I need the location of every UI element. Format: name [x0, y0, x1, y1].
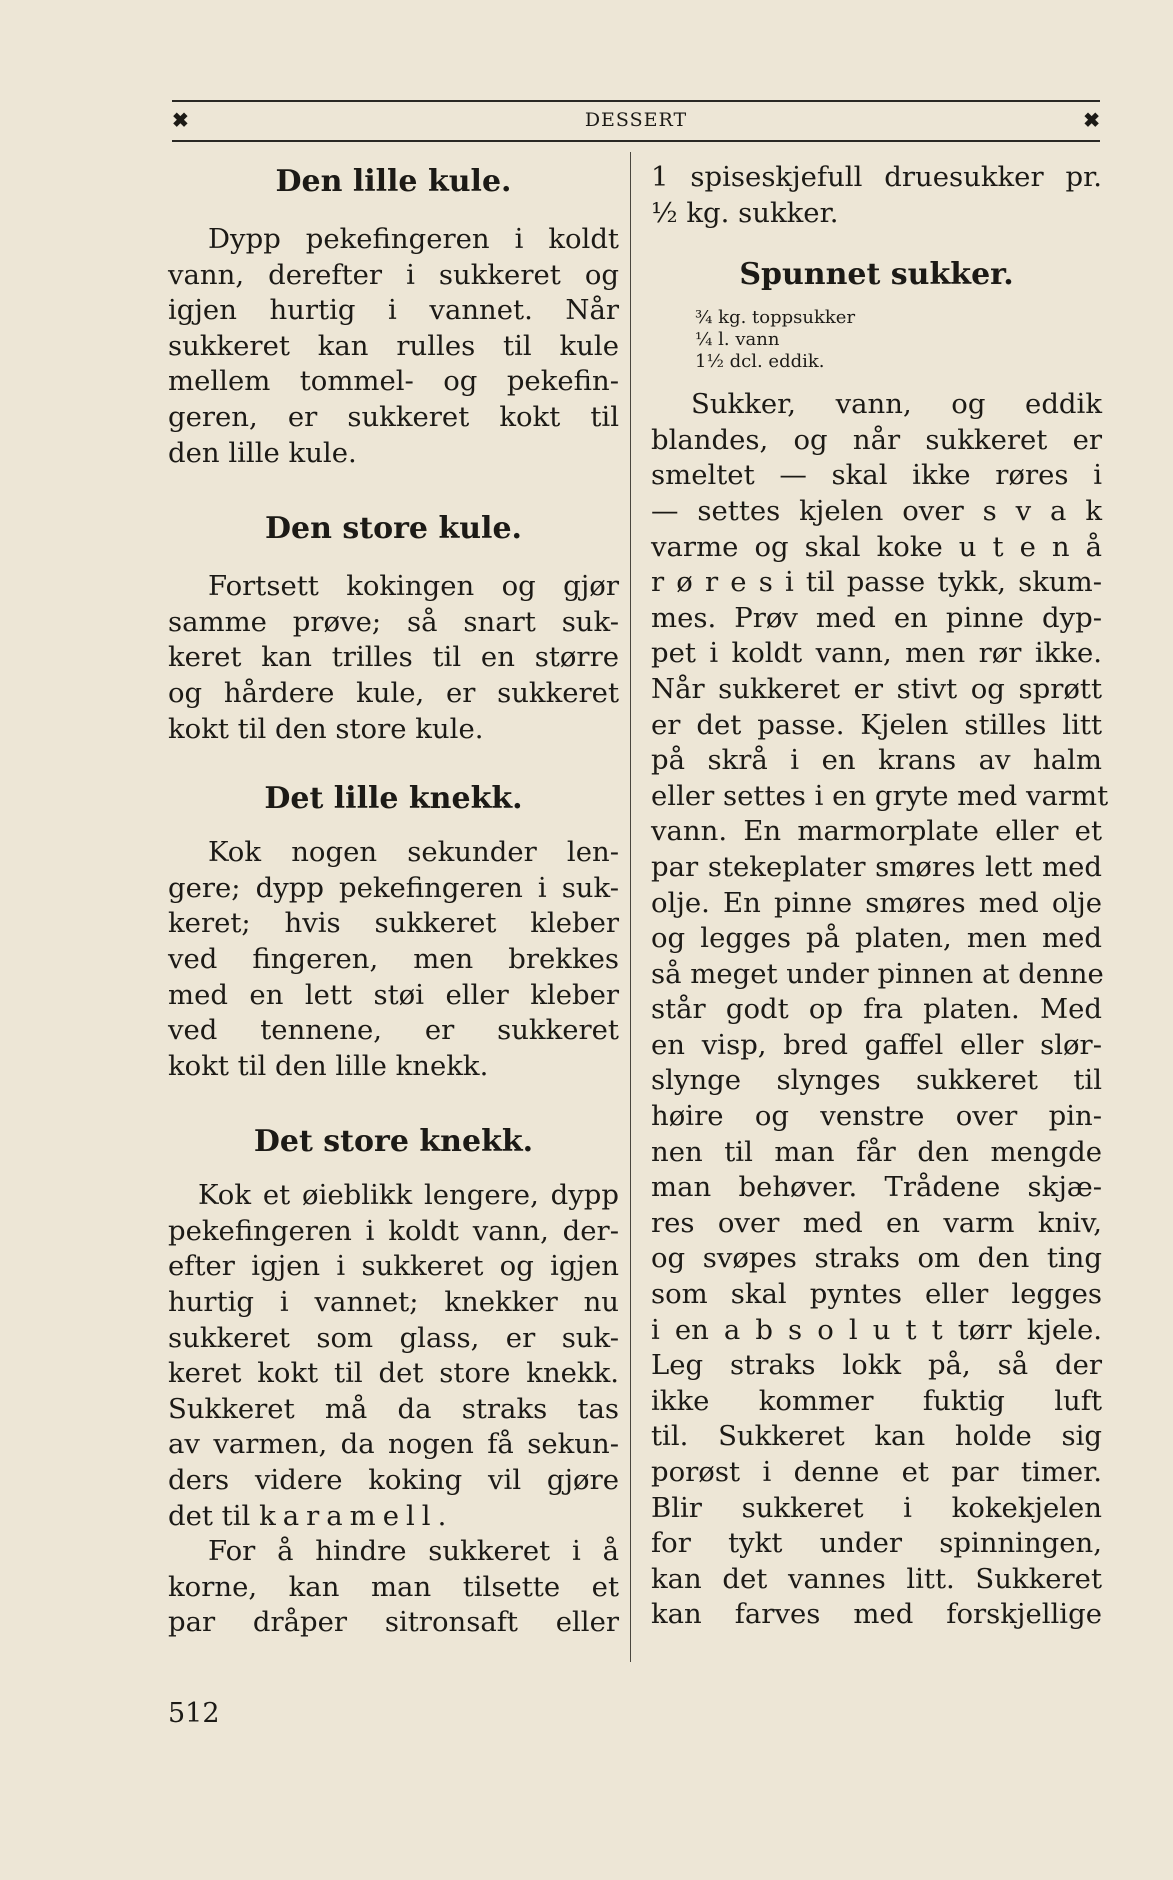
text-line: mes. Prøv med en pinne dyp- [651, 601, 1102, 634]
text-line: av varmen, da nogen få sekun- [168, 1428, 619, 1461]
section-title-det-lille-knekk: Det lille knekk. [264, 781, 523, 817]
text-line: i en a b s o l u t t tørr kjele. [651, 1313, 1102, 1346]
paragraph-det-lille-knekk [168, 835, 619, 1084]
text-line: ikke kommer fuktig luft [651, 1384, 1102, 1417]
paragraph-den-store-kule [168, 569, 619, 747]
text-fragment: det til [168, 1499, 251, 1532]
text-line: sukkeret som glass, er suk- [168, 1321, 619, 1354]
text-line: Leg straks lokk på, så der [651, 1349, 1102, 1382]
text-line: smeltet — skal ikke røres i [651, 459, 1102, 492]
text-line: Sukker, vann, og eddik [691, 388, 1102, 421]
text-line: korne, kan man tilsette et [168, 1570, 619, 1603]
text-line: samme prøve; så snart suk- [168, 605, 619, 638]
text-line: pekefingeren i koldt vann, der- [168, 1214, 619, 1247]
text-line: Kok et øieblikk lengere, dypp [198, 1179, 619, 1212]
text-line: pet i koldt vann, men rør ikke. [651, 637, 1102, 670]
text-line: For å hindre sukkeret i å [208, 1535, 619, 1568]
text-line: Kok nogen sekunder len- [208, 836, 619, 869]
right-column [651, 160, 1109, 1633]
text-line: ders videre koking vil gjøre [168, 1464, 619, 1497]
text-line: med en lett støi eller kleber [168, 978, 619, 1011]
ingredient-item: 1½ dcl. eddik. [695, 351, 825, 373]
emphasized-word: karamell. [259, 1499, 454, 1532]
text-line: vann, derefter i sukkeret og [168, 258, 619, 291]
text-line: porøst i denne et par timer. [651, 1456, 1102, 1488]
text-line: keret; hvis sukkeret kleber [168, 907, 619, 940]
text-line: til. Sukkeret kan holde sig [651, 1420, 1102, 1453]
section-title-det-store-knekk: Det store knekk. [253, 1124, 534, 1160]
text-line: sukkeret kan rulles til kule [168, 329, 619, 362]
text-line: igjen hurtig i vannet. Når [168, 294, 619, 327]
text-line: og svøpes straks om den ting [651, 1242, 1102, 1275]
section-title-den-store-kule: Den store kule. [265, 511, 522, 547]
text-line: Når sukkeret er stivt og sprøtt [651, 672, 1102, 705]
paragraph-det-store-knekk [168, 1178, 619, 1641]
text-line: og hårdere kule, er sukkeret [168, 676, 619, 709]
text-line: står godt op fra platen. Med [651, 993, 1102, 1026]
text-line: efter igjen i sukkeret og igjen [168, 1250, 619, 1283]
text-line: varme og skal koke u t e n å [651, 530, 1102, 563]
text-line: en visp, bred gaffel eller slør- [651, 1028, 1102, 1061]
text-line: kokt til den store kule. [168, 712, 484, 745]
text-line: r ø r e s i til passe tykk, skum- [651, 566, 1102, 599]
text-line: for tykt under spinningen, [651, 1527, 1102, 1560]
text-line: Blir sukkeret i kokekjelen [651, 1491, 1102, 1524]
left-column [168, 160, 619, 1641]
text-line: slynge slynges sukkeret til [651, 1064, 1102, 1097]
header-ornament-left: ✖ [172, 108, 189, 132]
text-line: ½ kg. sukker. [651, 196, 839, 229]
section-title-den-lille-kule: Den lille kule. [275, 164, 512, 199]
text-line: er det passe. Kjelen stilles litt [651, 708, 1102, 741]
page-number: 512 [168, 1698, 220, 1729]
ingredient-list [695, 307, 1102, 373]
text-line: Sukkeret må da straks tas [168, 1392, 619, 1425]
text-line: blandes, og når sukkeret er [651, 423, 1102, 456]
text-line: kan det vannes litt. Sukkeret [651, 1562, 1102, 1595]
text-line: Fortsett kokingen og gjør [208, 570, 619, 603]
text-line: kokt til den lille knekk. [168, 1049, 489, 1082]
text-line: res over med en varm kniv, [651, 1206, 1102, 1239]
text-line: ved fingeren, men brekkes [168, 942, 619, 975]
text-line: eller settes i en gryte med varmt [651, 779, 1109, 812]
text-line [168, 1499, 619, 1535]
paragraph-den-lille-kule [168, 222, 619, 471]
text-line: Dypp pekefingeren i koldt [208, 223, 619, 255]
section-title-spunnet-sukker: Spunnet sukker. [739, 257, 1014, 293]
ingredient-item: ¼ l. vann [695, 329, 780, 351]
header-ornament-right: ✖ [1083, 108, 1100, 132]
text-line: mellem tommel- og pekefin- [168, 365, 619, 398]
paragraph-spunnet-sukker [651, 387, 1109, 1633]
text-line: geren, er sukkeret kokt til [168, 400, 619, 433]
text-line: på skrå i en krans av halm [651, 744, 1102, 777]
text-line: gere; dypp pekefingeren i suk- [168, 871, 619, 904]
text-line: så meget under pinnen at denne [651, 957, 1104, 990]
text-line: keret kan trilles til en større [168, 641, 619, 674]
running-header [172, 100, 1100, 142]
text-line: olje. En pinne smøres med olje [651, 886, 1102, 919]
text-line: og legges på platen, men med [651, 922, 1102, 955]
column-divider [630, 152, 631, 1662]
text-line: keret kokt til det store knekk. [168, 1357, 619, 1390]
text-line: par dråper sitronsaft eller [168, 1606, 619, 1639]
text-line: — settes kjelen over s v a k [651, 494, 1102, 527]
text-line: par stekeplater smøres lett med [651, 850, 1102, 883]
text-line: 1 spiseskjefull druesukker pr. [651, 161, 1102, 193]
text-line: ved tennene, er sukkeret [168, 1014, 619, 1047]
header-title: DESSERT [584, 109, 688, 131]
text-line: hurtig i vannet; knekker nu [168, 1286, 619, 1319]
ingredient-item: ¾ kg. toppsukker [695, 307, 856, 329]
text-line: kan farves med forskjellige [651, 1598, 1102, 1631]
text-line: nen til man får den mengde [651, 1135, 1102, 1168]
paragraph-continuation [651, 160, 1102, 231]
text-line: som skal pyntes eller legges [651, 1278, 1102, 1311]
text-line: den lille kule. [168, 436, 357, 469]
text-line: høire og venstre over pin- [651, 1100, 1102, 1133]
text-line: man behøver. Trådene skjæ- [651, 1171, 1102, 1204]
text-line: vann. En marmorplate eller et [651, 815, 1102, 848]
